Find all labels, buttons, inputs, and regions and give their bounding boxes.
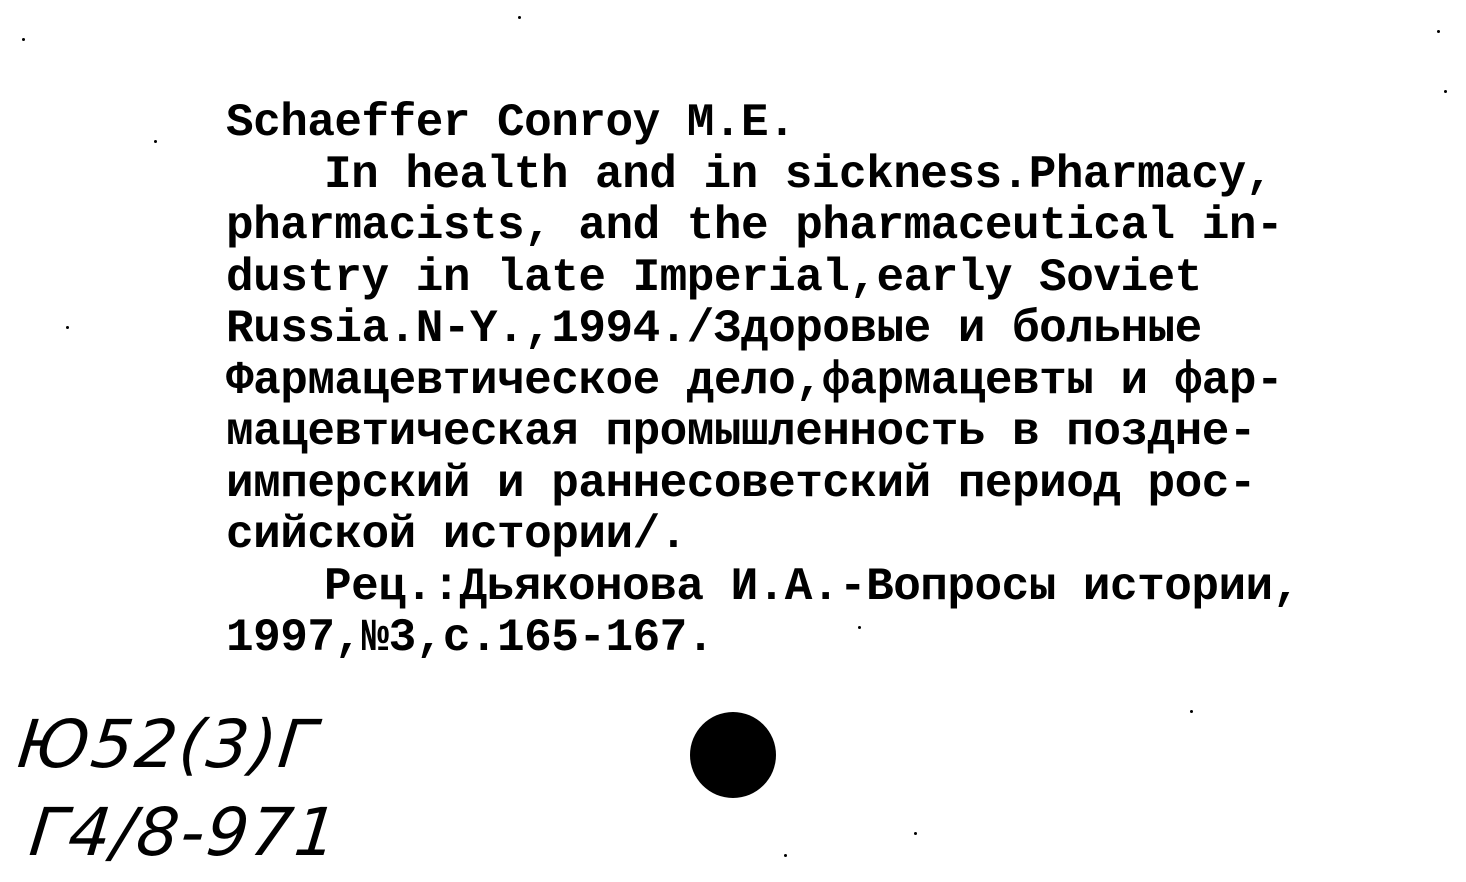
shelfmark-line-2: Г4/8-971	[26, 794, 343, 871]
dust-speck	[784, 854, 787, 857]
review-line-1: Рец.:Дьяконова И.А.-Вопросы истории,	[324, 560, 1300, 613]
dust-speck	[914, 832, 917, 835]
dust-speck	[858, 626, 861, 629]
dust-speck	[154, 140, 157, 143]
punch-hole-icon	[690, 712, 776, 798]
title-line-4: Russia.N-Y.,1994./Здоровые и больные	[226, 303, 1202, 355]
dust-speck	[1190, 710, 1193, 713]
card-text	[226, 98, 1446, 665]
title-line-1: In health and in sickness.Pharmacy,	[324, 148, 1273, 201]
shelfmark-line-1: Ю52(3)Г	[14, 706, 322, 783]
dust-speck	[22, 38, 25, 41]
dust-speck	[518, 16, 521, 19]
title-line-3: dustry in late Imperial,early Soviet	[226, 251, 1202, 304]
dust-speck	[1437, 30, 1440, 33]
title-line-5: Фармацевтическое дело,фармацевты и фар-	[226, 354, 1284, 407]
title-line-2: pharmacists, and the pharmaceutical in-	[226, 200, 1284, 252]
dust-speck	[66, 326, 69, 329]
title-line-7: имперский и раннесоветский период рос-	[226, 457, 1256, 510]
title-line-8: сийской истории/.	[226, 509, 687, 561]
title-line-6: мацевтическая промышленность в поздне-	[226, 406, 1256, 458]
author-line: Schaeffer Conroy M.E.	[226, 97, 796, 149]
review-line-2: 1997,№3,с.165-167.	[226, 612, 714, 664]
dust-speck	[1444, 90, 1447, 93]
